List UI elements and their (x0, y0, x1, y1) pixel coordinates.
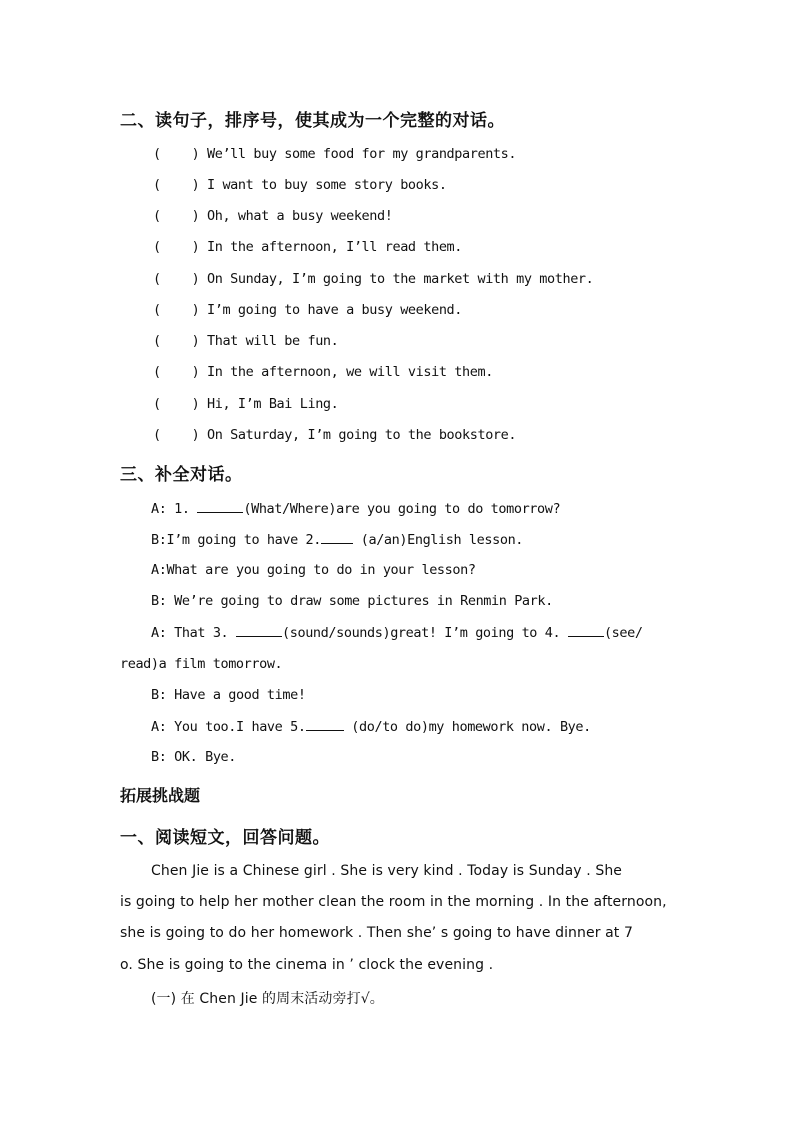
answer-bracket[interactable]: ( ) (153, 427, 200, 443)
dialogue-line: B: We’re going to draw some pictures in Renmin Park. (151, 593, 553, 609)
section-2-title: 二、读句子，排序号，使其成为一个完整的对话。 (120, 111, 505, 131)
dialogue-line: A: You too.I have 5. (do/to do)my homework now. Bye. (151, 719, 591, 735)
reading-passage-line: Chen Jie is a Chinese girl . She is very kind . Today is Sunday . She (151, 863, 623, 879)
dialogue-line: B: OK. Bye. (151, 749, 237, 765)
answer-bracket[interactable]: ( ) (153, 177, 200, 193)
order-item: ( ) Oh, what a busy weekend! (153, 208, 393, 224)
blank-5[interactable] (306, 718, 344, 731)
section-3-title: 三、补全对话。 (120, 465, 243, 485)
order-item: ( ) In the afternoon, we will visit them. (153, 364, 493, 380)
reading-section-title: 一、阅读短文，回答问题。 (120, 828, 330, 848)
dialogue-line: A: 1. (What/Where)are you going to do tomorrow? (151, 501, 561, 517)
answer-bracket[interactable]: ( ) (153, 333, 200, 349)
answer-bracket[interactable]: ( ) (153, 302, 200, 318)
order-item: ( ) On Sunday, I’m going to the market with my mother. (153, 271, 594, 287)
dialogue-line: B: Have a good time! (151, 687, 306, 703)
reading-passage-line: she is going to do her homework . Then she’ s going to have dinner at 7 (120, 925, 633, 941)
blank-3[interactable] (236, 624, 282, 637)
answer-bracket[interactable]: ( ) (153, 208, 200, 224)
dialogue-line: B:I’m going to have 2. (a/an)English lesson. (151, 532, 524, 548)
blank-1[interactable] (197, 500, 243, 513)
order-item: ( ) On Saturday, I’m going to the bookstore. (153, 427, 517, 443)
order-item: ( ) We’ll buy some food for my grandparents. (153, 146, 517, 162)
order-item: ( ) I’m going to have a busy weekend. (153, 302, 463, 318)
order-item: ( ) That will be fun. (153, 333, 339, 349)
blank-2[interactable] (321, 531, 353, 544)
answer-bracket[interactable]: ( ) (153, 146, 200, 162)
question-1-instruction: (一) 在 Chen Jie 的周末活动旁打√。 (151, 991, 384, 1007)
reading-passage-line: o. She is going to the cinema in ’ clock the evening . (120, 957, 494, 973)
reading-passage-line: is going to help her mother clean the room in the morning . In the afternoon, (120, 894, 667, 910)
extension-title: 拓展挑战题 (120, 786, 201, 805)
order-item: ( ) Hi, I’m Bai Ling. (153, 396, 339, 412)
answer-bracket[interactable]: ( ) (153, 271, 200, 287)
dialogue-line: read)a film tomorrow. (120, 656, 283, 672)
answer-bracket[interactable]: ( ) (153, 239, 200, 255)
blank-4[interactable] (568, 624, 604, 637)
dialogue-line: A: That 3. (sound/sounds)great! I’m going to 4. (see/ (151, 625, 643, 641)
order-item: ( ) In the afternoon, I’ll read them. (153, 239, 463, 255)
answer-bracket[interactable]: ( ) (153, 364, 200, 380)
order-item: ( ) I want to buy some story books. (153, 177, 447, 193)
dialogue-line: A:What are you going to do in your lesson? (151, 562, 476, 578)
answer-bracket[interactable]: ( ) (153, 396, 200, 412)
